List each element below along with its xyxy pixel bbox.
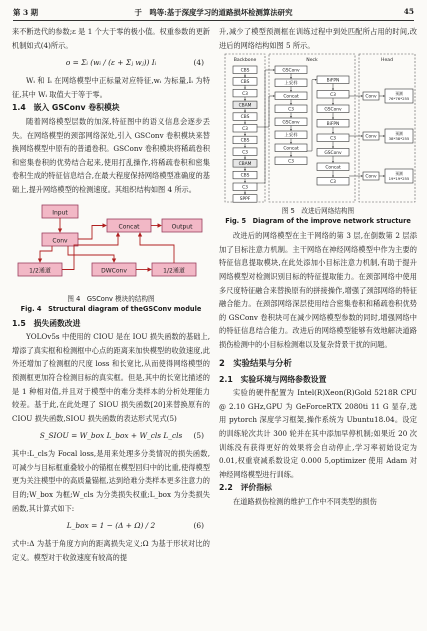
- neck-block-right-label: BiFPN: [326, 78, 340, 84]
- neck-block-left-label: C3: [288, 107, 294, 113]
- paragraph: 式中:Δ 为基于角度方向的距离损失定义;Ω 为基于形状对比的定义。模型对于收敛速度有较高的提: [12, 539, 210, 562]
- equation-body: L_box = 1 − (Δ + Ω) / 2: [66, 521, 156, 531]
- gsconv-diagram: [12, 199, 210, 292]
- arrow: [257, 70, 275, 183]
- neck-block-right-label: BiFPN: [326, 122, 340, 128]
- issue-number: 第 3 期: [13, 8, 39, 17]
- paragraph: YOLOv5s 中使用的 CIOU 是在 IOU 损失函数的基础上,增添了真实框和检测框中心点的距离来加快模型的收敛速度,此外还增加了检测框的尺度 loss 和长宽比,从而使得网络模型的预测框更加符合检测目标的真实框。但是,其中的长宽比描述的是 1 种相对值,并且对于模型中的难分类样本的分析处理能力较差。基于此,在此处理了 SIOU 损失函数[20]来替换原有的 CIOU 损失函数,SIOU 损失函数的表达形式见式(5): [12, 332, 210, 423]
- prediction-block-label: 38*38*255: [388, 136, 410, 142]
- paragraph: 来不断迭代的参数;ε 是 1 个大于零的极小值。权重参数的更新机制如式(4)所示。: [12, 27, 210, 50]
- paragraph: 改进后的网络模型在主干网络的第 3 层,在倒数第 2 层添加了目标注意力机制。主干网络在神经网络模型中作为主要的特征信息提取模块,在此处添加小目标注意力机制,有助于提升网络模型对检测识别目标的特征提取能力。在颈部网络中使用多尺度特征融合来替换原有的拼接操作,增强了颈部网络的特征融合能力。在颈部网络深层使用结合密集卷积和稀疏卷积优势的 GSConv 卷积块可在减少网络模型参数的同时,增强网络中的特征信息结合能力。改进后的网络模型能够有效地解决道路损伤检测中的小目标检测难以及复杂背景干扰的问题。: [219, 231, 417, 349]
- head-conv-block-label: Conv: [365, 174, 377, 180]
- head-conv-block-label: Conv: [365, 94, 377, 100]
- backbone-block-label: CBS: [240, 115, 250, 121]
- running-title: 于 鸣等:基于深度学习的道路损坏检测算法研究: [134, 8, 293, 17]
- prediction-block-label: 76*76*255: [388, 96, 410, 102]
- equation-body: o = Σᵢ (wᵢ / (ε + Σⱼ wⱼ)) Iᵢ: [65, 58, 157, 68]
- neck-block-right-label: GSConv: [324, 107, 342, 113]
- neck-block-left-label: C3: [288, 159, 294, 165]
- section-heading: 1.4 嵌入 GSConv 卷积模块: [12, 103, 120, 113]
- neck-block-left-label: 上采样: [284, 81, 298, 87]
- figure-4-caption-zh: 图 4 GSConv 模块的结构图: [67, 294, 155, 303]
- equation-4: [12, 52, 210, 74]
- arrow: [140, 233, 174, 263]
- conv-label: Conv: [52, 237, 68, 245]
- backbone-block-label: CBS: [240, 80, 250, 86]
- head-blocks: [349, 89, 413, 183]
- equation-body: S_SIOU = W_box L_box + W_cls L_cls: [39, 431, 183, 441]
- neck-block-left-label: Concat: [283, 94, 299, 100]
- equation-6: [12, 515, 210, 537]
- backbone-block-label: CBS: [240, 173, 250, 179]
- backbone-block-label: C3: [242, 150, 248, 156]
- equation-5: [12, 425, 210, 447]
- prediction-block-label: 19*19*255: [388, 176, 410, 182]
- prediction-block-label: 预测: [395, 131, 403, 137]
- half-channel-label-2: 1/2通道: [163, 267, 185, 275]
- input-label: Input: [52, 209, 68, 217]
- network-structure-diagram: [219, 52, 417, 204]
- figure-4: [12, 199, 210, 292]
- neck-blocks: [257, 66, 349, 185]
- subsection-heading: 2.2 评价指标: [219, 483, 272, 493]
- backbone-block-label: CBAM: [238, 103, 252, 109]
- arrow: [307, 80, 317, 151]
- backbone-block-label: C3: [242, 91, 248, 97]
- backbone-block-label: CBAM: [238, 162, 252, 168]
- neck-block-left-label: GSConv: [282, 120, 300, 126]
- prediction-block-label: 预测: [395, 171, 403, 177]
- paragraph: 其中:L_cls为 Focal loss,是用来处理多分类情况的损失函数,可减少与目标框重叠较小的锚框在模型回归中的比重,使得模型更为关注模型中的高质量锚框,达到给难分类样本更多注意力的目的;W_box 为框;W_cls 为分类损失权重;L_box 为分类损失函数,其计算式如下:: [12, 449, 210, 513]
- backbone-block-label: C3: [242, 185, 248, 191]
- paragraph: 升,减少了模型预测框在训练过程中到处匹配所占用的时间,改进后的网络结构如图 5 所示。: [219, 27, 417, 50]
- arrow: [68, 246, 114, 262]
- neck-block-right-label: Concat: [325, 165, 341, 171]
- head-label: Head: [380, 58, 394, 64]
- backbone-block-label: SPPF: [239, 197, 251, 203]
- backbone-block-label: CBS: [240, 68, 250, 74]
- backbone-label: Backbone: [233, 58, 257, 64]
- header-rule: [13, 20, 414, 21]
- page-number: 45: [403, 7, 414, 16]
- arrow: [78, 225, 106, 239]
- paragraph: 随着网络模型层数的加深,特征图中的语义信息会逐步丢失。在网络模型的颈部网络深处,引入 GSConv 卷积模块来替换网络模型中原有的普通卷积。GSConv 卷积模块将稀疏卷积和密集卷积的优势结合起来,使用打乱操作,将稀疏卷积和密集卷积生成的特征信息结合,在最大程度保持网络模型准确度的基础上,提升网络模型的检测速度。其组织结构如图 4 所示。: [12, 116, 210, 194]
- figure-5: [219, 52, 417, 204]
- section-heading: 1.5 损失函数改进: [12, 318, 81, 328]
- subsection-heading: 2.1 实验环境与网络参数设置: [219, 374, 327, 384]
- concat-label: Concat: [118, 223, 140, 231]
- equation-number: (4): [193, 58, 204, 68]
- output-label: Output: [171, 223, 193, 231]
- figure-5-caption-zh: 图 5 改进后网络结构图: [281, 207, 355, 216]
- running-header: [13, 7, 414, 19]
- equation-number: (5): [193, 431, 204, 441]
- neck-label: Neck: [306, 58, 318, 64]
- paragraph: 在道路损伤检测的维护工作中不同类型的损伤: [233, 496, 377, 506]
- neck-block-right-label: GSConv: [324, 151, 342, 157]
- neck-block-left-label: 上采样: [284, 133, 298, 139]
- head-conv-block-label: Conv: [365, 134, 377, 140]
- section-heading: 2 实验结果与分析: [219, 357, 292, 368]
- paragraph: 实验的硬件配置为 Intel(R)Xeon(R)Gold 5218R CPU @ 2.10 GHz,GPU 为 GeForceRTX 2080ti 11 G 显存,选用 pytorch 深度学习框架,操作系统为 Ubuntu18.04。设定的训练轮次共计 300 轮并在其中添加早停机制;如果近 20 次训练没有获得更好的效果将会自动停止,学习率初始设定为 0.01,权重衰减系数设定 0.000 5,optimizer 使用 Adam 对神经网络模型进行训练。: [219, 388, 417, 479]
- arrow: [40, 246, 52, 262]
- neck-block-left-label: GSConv: [282, 68, 300, 74]
- neck-block-right-label: C3: [330, 180, 336, 186]
- equation-number: (6): [193, 521, 204, 531]
- figure-4-caption-en: Fig. 4 Structural diagram of theGSConv module: [20, 304, 202, 313]
- prediction-block-label: 预测: [395, 91, 403, 97]
- backbone-blocks: [233, 66, 257, 202]
- backbone-block-label: C3: [242, 127, 248, 133]
- arrow: [257, 96, 275, 127]
- paragraph: Wᵢ 和 Iᵢ 在网络模型中正标量对应特征,wᵢ 为标量,Iᵢ 为特征,其中 Wᵢ 取值大于等于零。: [12, 76, 210, 99]
- right-column: [219, 25, 417, 508]
- neck-block-right-label: C3: [330, 136, 336, 142]
- half-channel-label-1: 1/2通道: [29, 267, 51, 275]
- dwconv-label: DWConv: [101, 267, 127, 275]
- backbone-block-label: CBS: [240, 138, 250, 144]
- left-column: [12, 25, 210, 564]
- neck-block-left-label: Concat: [283, 146, 299, 152]
- figure-5-caption-en: Fig. 5 Diagram of the improve network structure: [225, 217, 411, 226]
- neck-block-right-label: C3: [330, 93, 336, 99]
